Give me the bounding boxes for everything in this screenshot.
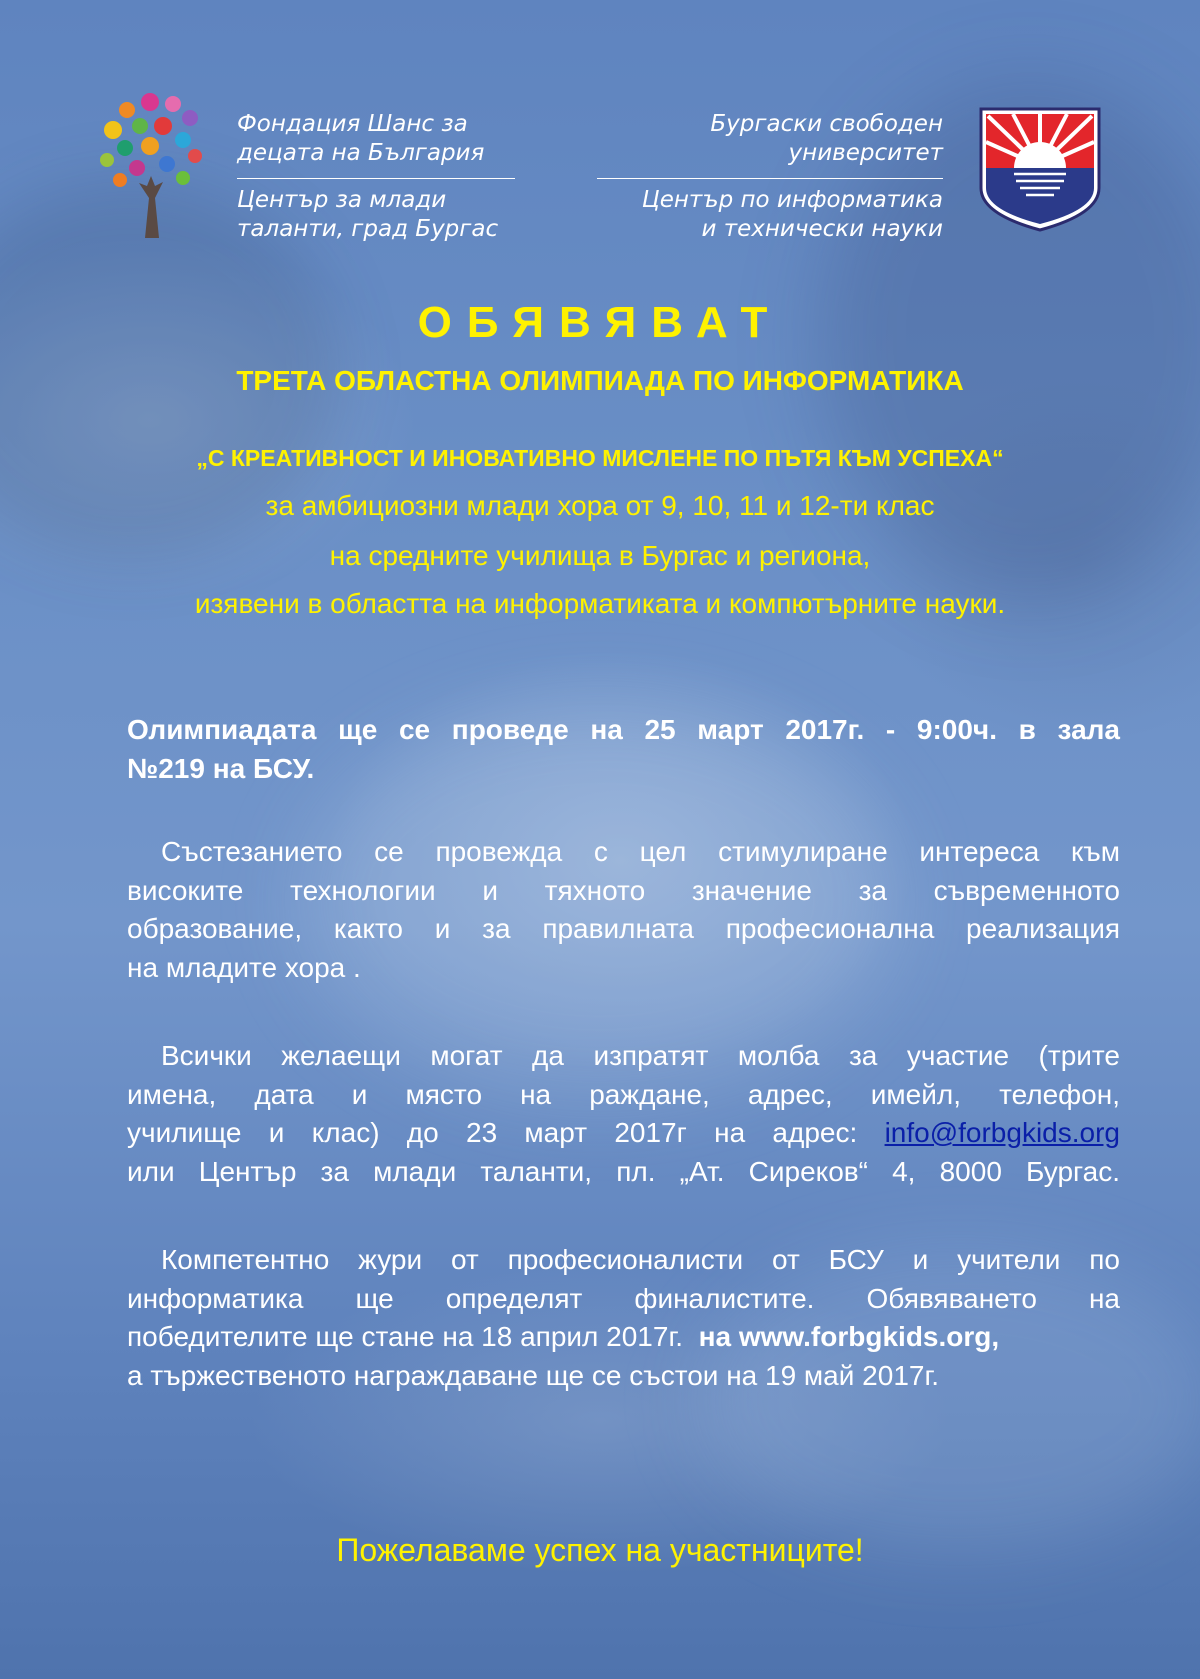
purpose-line: Състезанието се провежда с цел стимулиране интереса към (161, 836, 1120, 867)
email-link[interactable]: info@forbgkids.org (884, 1117, 1120, 1148)
talent-center-line1: Център за млади (237, 187, 447, 213)
event-line: №219 на БСУ. (127, 752, 315, 784)
divider (237, 178, 515, 179)
announcement-heading: ОБЯВЯВАТ (417, 298, 783, 347)
university-name-line1: Бургаски свободен (710, 111, 943, 137)
application-paragraph (127, 1037, 1120, 1191)
intro-line: изявени в областта на информатиката и компютърните науки. (194, 588, 1006, 619)
apply-line: имена, дата и място на раждане, адрес, имейл, телефон, (127, 1078, 1120, 1110)
olympiad-title: ТРЕТА ОБЛАСТНА ОЛИМПИАДА ПО ИНФОРМАТИКА (236, 365, 964, 396)
hands-tree-logo (95, 88, 210, 238)
website-link[interactable]: на www.forbgkids.org, (698, 1321, 1000, 1352)
closing-wish: Пожелаваме успех на участниците! (336, 1532, 864, 1568)
jury-line: Компетентно жури от професионалисти от БСУ и учители по (161, 1244, 1120, 1275)
it-center-line2: и технически науки (701, 216, 943, 242)
purpose-line: образование, както и за правилната професионална реализация (127, 913, 1120, 944)
it-center-name (560, 186, 943, 244)
motto: „С КРЕАТИВНОСТ И ИНОВАТИВНО МИСЛЕНЕ ПО ПЪТЯ КЪМ УСПЕХА“ (196, 445, 1004, 471)
university-shield-logo (978, 106, 1102, 232)
divider (597, 178, 943, 179)
university-name (560, 110, 943, 168)
purpose-line: на младите хора . (127, 951, 361, 983)
jury-paragraph (127, 1241, 1120, 1395)
university-name-line2: университет (788, 140, 943, 166)
event-line: Олимпиадата ще се проведе на 25 март 2017г. - 9:00ч. в зала (127, 714, 1120, 745)
apply-line: училище и клас) до 23 март 2017г на адрес: (127, 1117, 858, 1148)
jury-line: победителите ще стане на 18 април 2017г. (127, 1321, 684, 1352)
foundation-name-line2: децата на България (237, 140, 485, 166)
foundation-name (237, 110, 484, 168)
foundation-name-line1: Фондация Шанс за (237, 111, 468, 137)
event-info (127, 711, 1120, 788)
talent-center-line2: таланти, град Бургас (237, 216, 499, 242)
apply-line: или Център за млади таланти, пл. „Ат. Сиреков“ 4, 8000 Бургас. (127, 1155, 1120, 1187)
jury-line: а тържественото награждаване ще се състои на 19 май 2017г. (127, 1359, 940, 1391)
apply-line: Всички желаещи могат да изпратят молба за участие (трите (161, 1040, 1120, 1071)
intro-line: за амбициозни млади хора от 9, 10, 11 и 12-ти клас (265, 490, 935, 521)
intro-line: на средните училища в Бургас и региона, (329, 540, 871, 571)
purpose-paragraph (127, 833, 1120, 987)
talent-center-name (237, 186, 498, 244)
purpose-line: високите технологии и тяхното значение за съвременното (127, 874, 1120, 906)
it-center-line1: Център по информатика (641, 187, 943, 213)
jury-line: информатика ще определят финалистите. Обявяването на (127, 1282, 1120, 1314)
